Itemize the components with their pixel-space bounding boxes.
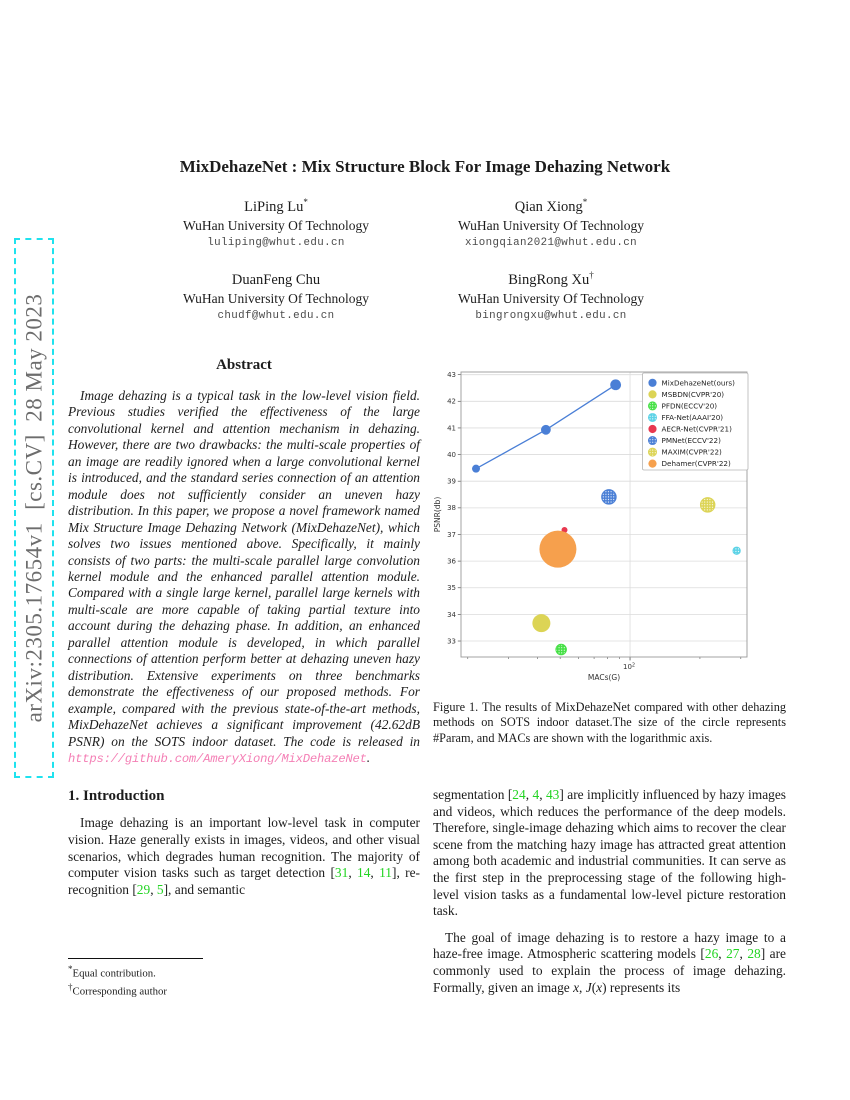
author-affiliation: WuHan University Of Technology (457, 217, 645, 233)
y-tick-label: 41 (447, 424, 456, 433)
arxiv-watermark (14, 238, 54, 778)
author-name: Qian Xiong* (514, 197, 588, 215)
y-tick-label: 39 (447, 477, 456, 486)
data-point (539, 531, 576, 568)
text-run: x (573, 979, 580, 995)
legend-marker (648, 402, 656, 410)
body-paragraph-2 (433, 930, 786, 996)
legend-marker (648, 390, 656, 398)
legend-label: MSBDN(CVPR'20) (661, 389, 725, 399)
data-point (610, 379, 621, 390)
citation-ref: 14 (357, 865, 371, 881)
text-run: ], and semantic (163, 881, 246, 897)
legend-label: Dehamer(CVPR'22) (661, 459, 731, 469)
y-tick-label: 35 (447, 584, 456, 593)
text-run: x (596, 979, 603, 995)
text-run: , (718, 946, 727, 962)
section-heading-introduction: 1. Introduction (68, 788, 165, 805)
citation-ref: 5 (156, 881, 164, 897)
left-column (68, 357, 420, 898)
footnote-corresponding-author: †Corresponding author (68, 982, 167, 998)
arxiv-watermark-text: arXiv:2305.17654v1 [cs.CV] 28 May 2023 (21, 293, 47, 723)
introduction-paragraph (68, 815, 420, 898)
y-tick-label: 43 (447, 371, 456, 380)
citation-ref: 4 (532, 787, 540, 802)
author-name: DuanFeng Chu (231, 271, 321, 288)
legend-label: FFA-Net(AAAI'20) (661, 412, 724, 422)
abstract-heading: Abstract (216, 357, 272, 373)
text-run: J (585, 979, 592, 995)
legend-marker (648, 413, 656, 421)
y-tick-label: 38 (447, 504, 456, 513)
author-block-3 (116, 266, 436, 325)
text-run: Image dehazing is an important low-level task in computer vision. Haze generally exists in images, videos, and other visual scenarios, which degrades human recognition. The majority of computer vision tasks such as target detection [ (68, 815, 420, 881)
text-run: , (739, 946, 748, 962)
legend-marker (648, 379, 656, 387)
text-run: , (150, 881, 157, 897)
text-run: , (525, 787, 533, 802)
citation-ref: 26 (704, 946, 719, 962)
x-tick-label: $10^2$ (622, 662, 636, 671)
text-run: , (370, 865, 380, 881)
footnotes (68, 958, 420, 999)
citation-ref: 27 (726, 946, 740, 962)
text-run: ) represents its (602, 979, 681, 995)
y-tick-label: 34 (447, 610, 456, 619)
author-email: bingrongxu@whut.edu.cn (475, 309, 627, 322)
citation-ref: 31 (334, 865, 349, 881)
text-run: The goal of image dehazing is to restore a hazy image to a haze-free image. Atmospheric scattering models [ (433, 929, 786, 962)
legend-label: MixDehazeNet(ours) (661, 378, 735, 388)
author-affiliation: WuHan University Of Technology (182, 217, 370, 233)
text-run: Image dehazing is a typical task in the low-level vision field. Previous studies verified the effectiveness of the large convolutional kernel and attention mechanism in dehazing. However, there are two drawbacks: the multi-scale properties of an image are readily ignored when a large convolutional kernel is introduced, and the standard series connection of an attention module does not sufficiently consider an uneven hazy distribution. In this paper, we propose a novel framework named Mix Structure Image Dehazing Network (MixDehazeNet), which solves two issues mentioned above. Specifically, it mainly consists of two parts: the multi-scale parallel large convolution kernel module and the enhanced parallel attention module. Compared with a single large kernel, parallel large kernels with multi-scale are more capable of taking partial texture into account during the dehazing phase. In addition, an enhanced parallel attention module is developed, in which parallel connections of attention perform better at dehazing uneven hazy distribution. Extensive experiments on three benchmarks demonstrate the effectiveness of our proposed methods. For example, compared with the previous state-of-the-art methods, MixDehazeNet achieves a significant improvement (42.62dB PSNR) on the SOTS indoor dataset. The code is released in (68, 388, 420, 749)
y-axis-label: PSNR(db) (433, 496, 442, 533)
citation-ref: 24 (512, 787, 526, 802)
author-name: LiPing Lu* (244, 197, 308, 215)
author-block-4 (391, 266, 711, 325)
author-mark: * (582, 197, 588, 207)
citation-ref: 29 (136, 881, 151, 897)
code-url-link[interactable]: https://github.com/AmeryXiong/MixDehazeNet (68, 751, 367, 766)
author-block-1 (116, 193, 436, 252)
abstract-text (68, 388, 420, 767)
y-tick-label: 42 (447, 397, 456, 406)
data-point (733, 547, 740, 554)
paper-title: MixDehazeNet : Mix Structure Block For Image Dehazing Network (179, 157, 671, 177)
figure1-caption: Figure 1. The results of MixDehazeNet compared with other dehazing methods on SOTS indoor dataset.The size of the circle represents #Param, and MACs are shown with the logarithmic axis. (433, 700, 786, 745)
data-point (472, 465, 480, 473)
data-point (532, 614, 550, 632)
footnote-equal-contribution: *Equal contribution. (68, 964, 156, 980)
legend-label: PFDN(ECCV'20) (661, 401, 718, 411)
author-mark: † (589, 270, 594, 280)
text-run: , (579, 979, 586, 995)
y-tick-label: 36 (447, 557, 456, 566)
y-tick-label: 33 (447, 637, 456, 646)
y-tick-label: 40 (447, 450, 456, 459)
text-run: , (348, 865, 357, 881)
author-mark: * (303, 197, 308, 207)
text-run: ], re-recognition [ (68, 865, 420, 897)
legend-marker (648, 425, 656, 433)
author-affiliation: WuHan University Of Technology (457, 290, 645, 306)
legend-label: PMNet(ECCV'22) (661, 436, 721, 446)
text-run: , (539, 787, 546, 802)
y-tick-label: 37 (447, 530, 456, 539)
legend-marker (648, 460, 656, 468)
citation-ref: 28 (747, 946, 761, 962)
author-email: xiongqian2021@whut.edu.cn (465, 236, 637, 249)
text-run: ( (591, 979, 597, 995)
text-run: ] are implicitly influenced by hazy images and videos, which reduces the performance of the deep models. Therefore, single-image dehazing which aims to recover the clear scene from the matching hazy image has attracted great attention among both academic and industrial communities. It can serve as the first step in the preprocessing stage of the following high-level vision tasks as a fundamental low-level picture restoration task. (433, 787, 786, 919)
text-run: ] are commonly used to explain the process of image dehazing. Formally, given an image (433, 946, 786, 995)
figure1-chart (433, 363, 751, 693)
data-point (700, 498, 715, 513)
author-affiliation: WuHan University Of Technology (182, 290, 370, 306)
data-point (541, 425, 551, 435)
author-block-2 (391, 193, 711, 252)
text-run: . (366, 749, 371, 765)
footnote-rule (68, 958, 203, 959)
body-paragraph-1 (433, 787, 786, 920)
citation-ref: 11 (379, 865, 392, 881)
citation-ref: 43 (545, 787, 560, 802)
x-axis-label: MACs(G) (587, 673, 621, 682)
legend-marker (648, 448, 656, 456)
data-point (602, 490, 617, 505)
author-email: luliping@whut.edu.cn (207, 236, 345, 249)
legend-marker (648, 436, 656, 444)
text-run: segmentation [ (433, 787, 513, 802)
legend-label: AECR-Net(CVPR'21) (661, 424, 732, 434)
data-point (556, 644, 567, 655)
right-column-text (433, 787, 786, 996)
author-name: BingRong Xu† (508, 270, 594, 288)
scatter-plot (433, 363, 751, 693)
legend-label: MAXIM(CVPR'22) (661, 447, 722, 457)
author-email: chudf@whut.edu.cn (217, 309, 335, 322)
